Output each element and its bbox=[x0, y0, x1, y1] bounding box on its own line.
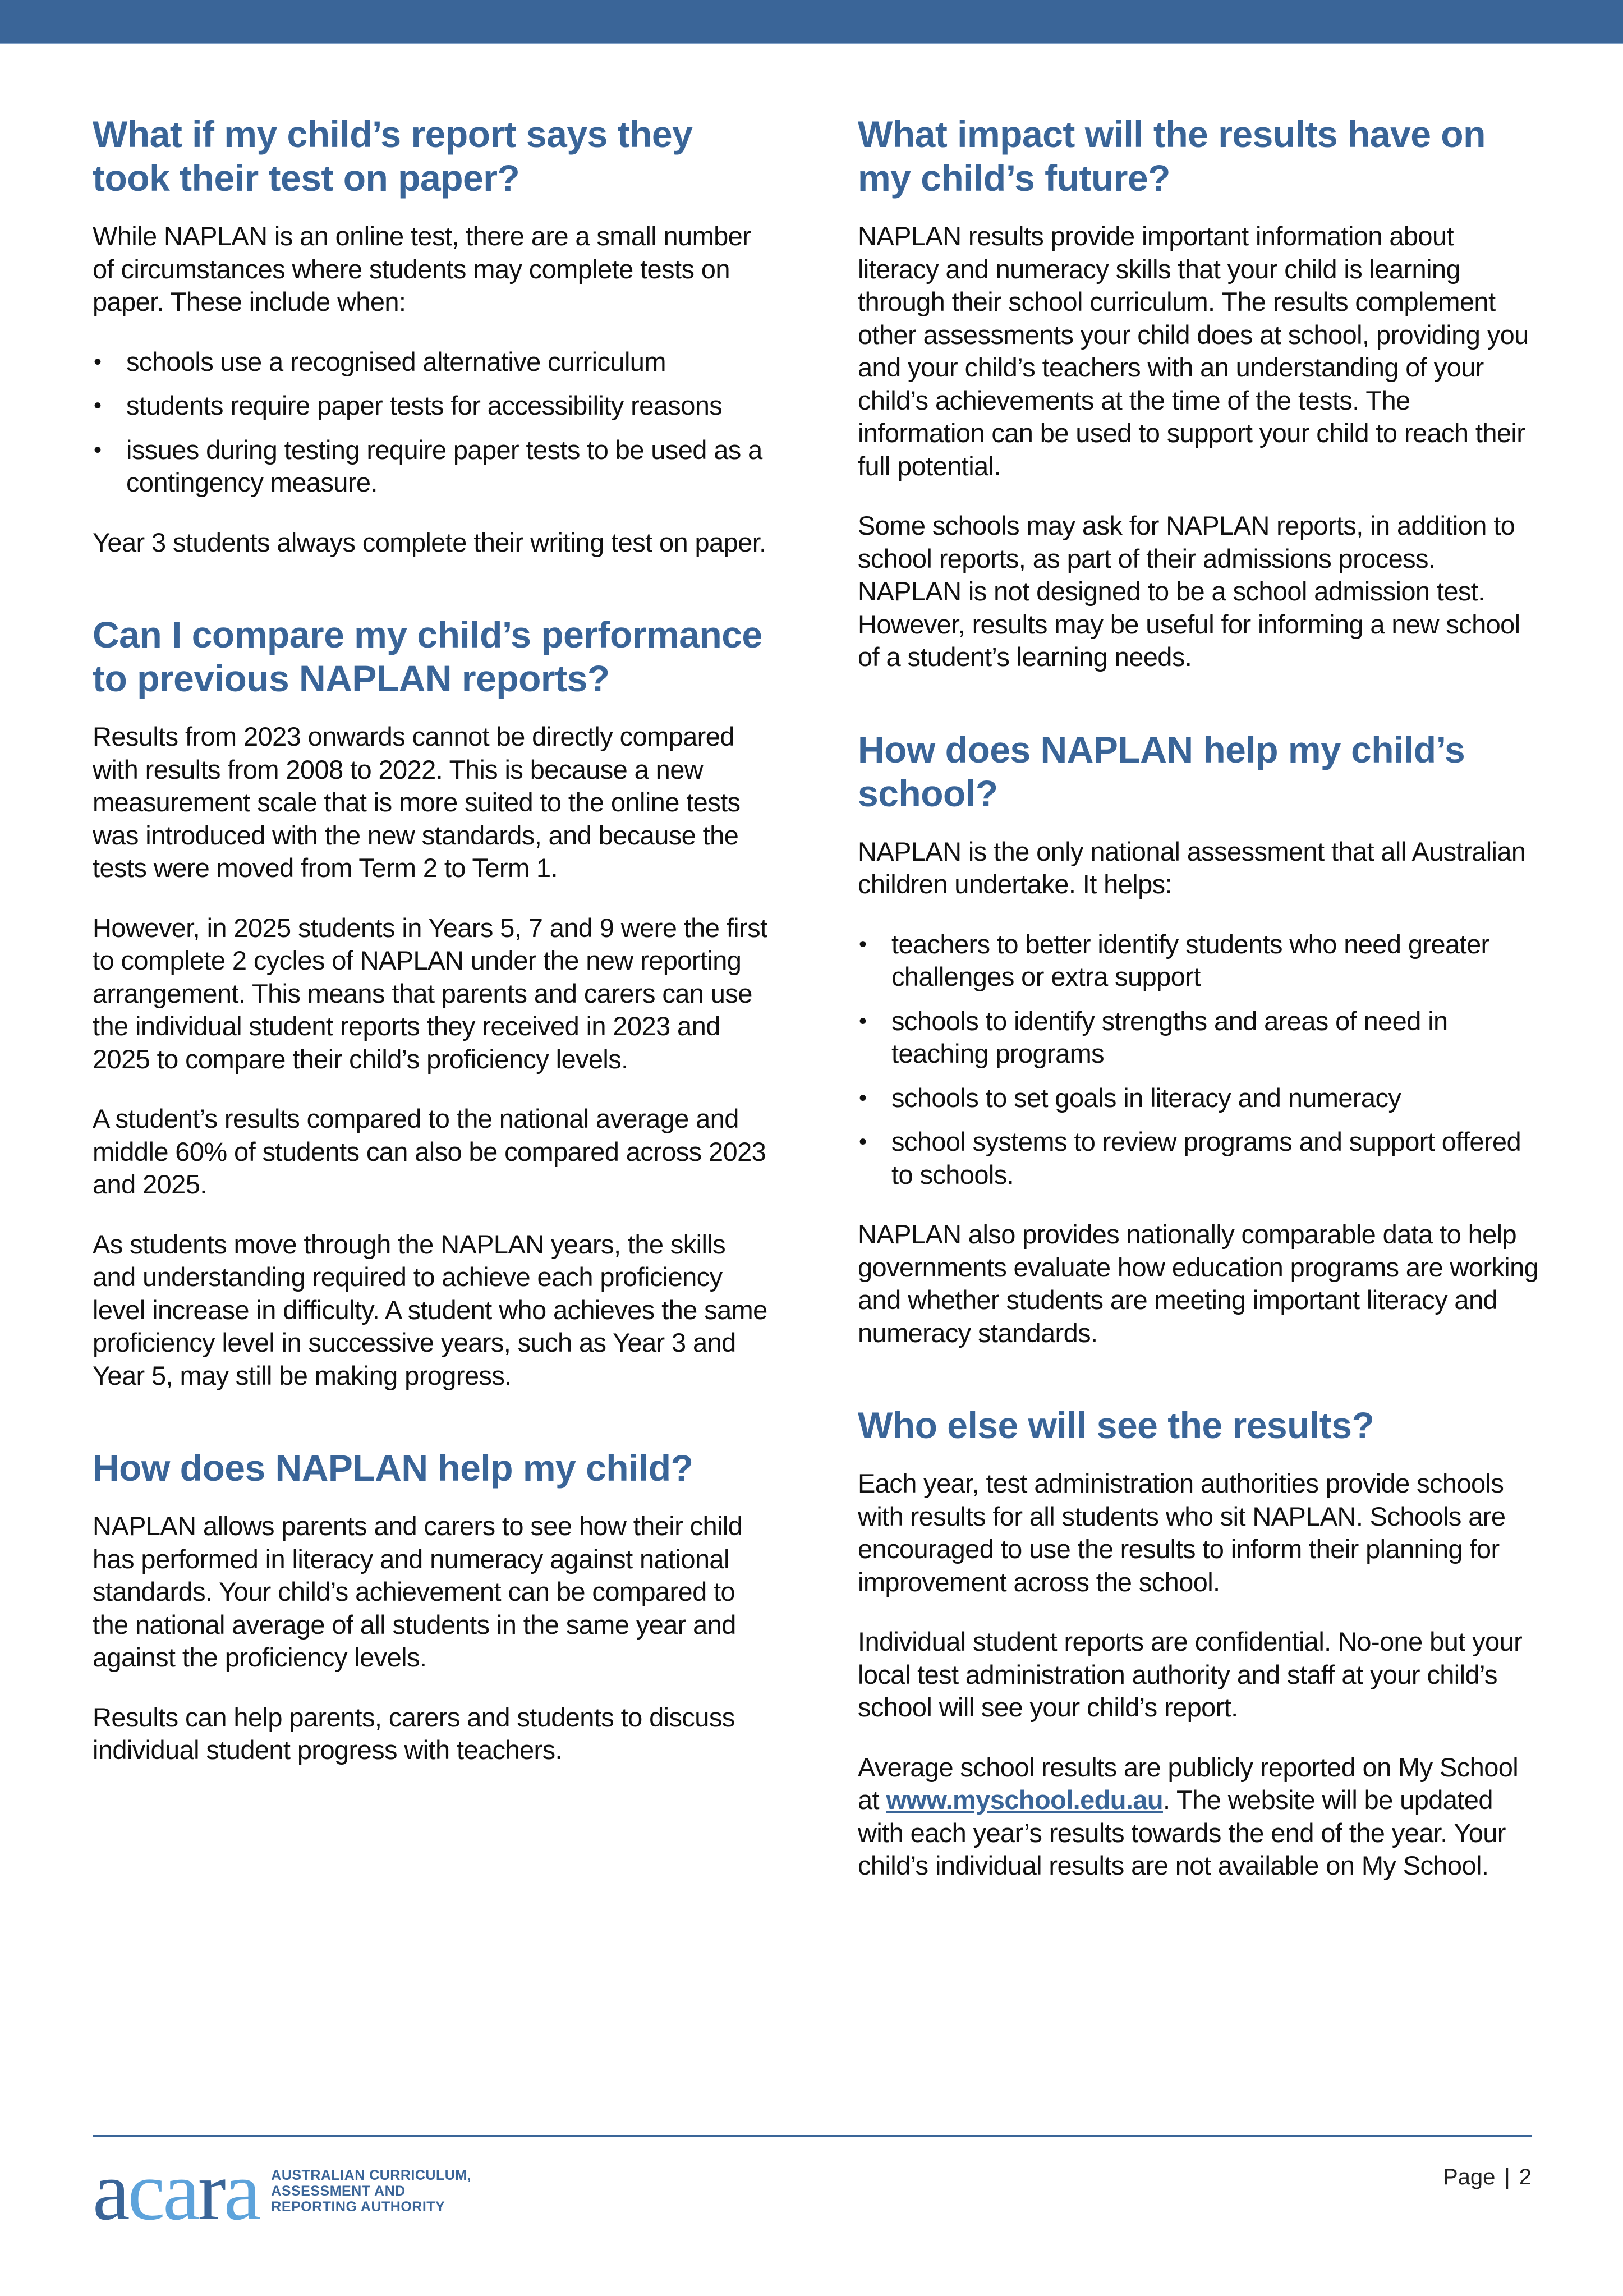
paragraph: Each year, test administration authorities provide schools with results for all students who sit NAPLAN. Schools are encouraged to use the results to inform their planning for improvement across the school. bbox=[858, 1468, 1506, 1597]
section-help-school bbox=[858, 728, 1539, 1350]
paragraph: NAPLAN also provides nationally comparable data to help governments evaluate how education programs are working and whether students are meeting important literacy and numeracy standards. bbox=[858, 1219, 1539, 1348]
paragraph: A student’s results compared to the national average and middle 60% of students can also be compared across 2023 and 2025. bbox=[93, 1104, 766, 1199]
bullet-icon: • bbox=[94, 437, 102, 462]
section-heading: Can I compare my child’s performance to previous NAPLAN reports? bbox=[93, 614, 762, 699]
paragraph: Some schools may ask for NAPLAN reports, in addition to school reports, as part of their admissions process. NAPLAN is not designed to be a school admission test. However, results may be useful for informing a new school of a student’s learning needs. bbox=[858, 511, 1520, 672]
footer-divider bbox=[93, 2135, 1532, 2137]
acara-wordmark: acara bbox=[93, 2145, 259, 2238]
list-item: • schools use a recognised alternative curriculum bbox=[93, 346, 774, 379]
paragraph: Results can help parents, carers and students to discuss individual student progress with teachers. bbox=[93, 1702, 735, 1765]
section-compare-reports bbox=[93, 613, 774, 1392]
paragraph: However, in 2025 students in Years 5, 7 and 9 were the first to complete 2 cycles of NAPLAN under the new reporting arrangement. This means that parents and carers can use the individual student reports they received in 2023 and 2025 to compare their child’s proficiency levels. bbox=[93, 912, 767, 1074]
bullet-icon: • bbox=[859, 1008, 867, 1034]
list-item: • teachers to better identify students who need greater challenges or extra support bbox=[859, 929, 1489, 991]
paragraph: As students move through the NAPLAN years, the skills and understanding required to achieve each proficiency level increase in difficulty. A student who achieves the same proficiency level in successive years, such as Year 3 and Year 5, may still be making progress. bbox=[93, 1229, 767, 1390]
list-item: • schools to set goals in literacy and numeracy bbox=[858, 1082, 1539, 1115]
bullet-icon: • bbox=[859, 1085, 867, 1110]
myschool-link[interactable]: www.myschool.edu.au bbox=[886, 1785, 1163, 1815]
bullet-icon: • bbox=[94, 393, 102, 418]
list-item: • school systems to review programs and support offered to schools. bbox=[859, 1127, 1521, 1190]
bullet-icon: • bbox=[859, 1129, 867, 1154]
bullet-list bbox=[93, 346, 774, 499]
bullet-icon: • bbox=[94, 349, 102, 374]
list-item: • students require paper tests for accessibility reasons bbox=[93, 389, 774, 423]
paragraph: NAPLAN results provide important information about literacy and numeracy skills that your child is learning through their school curriculum. The results complement other assessments your child does at school, providing you and your child’s teachers with an understanding of your child’s achievements at the time of the tests. The information can be used to support your child to reach their full potential. bbox=[858, 221, 1529, 481]
section-heading: What if my child’s report says they took their test on paper? bbox=[93, 113, 693, 199]
paragraph: While NAPLAN is an online test, there are a small number of circumstances where students may complete tests on paper. These include when: bbox=[93, 221, 751, 316]
left-column bbox=[93, 112, 774, 1794]
list-item: • issues during testing require paper tests to be used as a contingency measure. bbox=[94, 434, 762, 497]
bullet-list bbox=[858, 928, 1539, 1192]
page-number: Page | 2 bbox=[1442, 2165, 1532, 2189]
paragraph-myschool: Average school results are publicly reported on My School at www.myschool.edu.au. The website will be updated with each year’s results towards the end of the year. Your child’s individual results are not available on My School. bbox=[858, 1752, 1519, 1880]
header-bar bbox=[0, 0, 1623, 44]
section-heading: Who else will see the results? bbox=[858, 1404, 1374, 1446]
paragraph: NAPLAN allows parents and carers to see how their child has performed in literacy and numeracy against national standards. Your child’s achievement can be compared to the national average of all students in the same year and against the proficiency levels. bbox=[93, 1511, 743, 1672]
bullet-icon: • bbox=[859, 931, 867, 957]
paragraph: NAPLAN is the only national assessment that all Australian children undertake. It helps: bbox=[858, 836, 1526, 899]
section-who-sees-results bbox=[858, 1403, 1539, 1882]
right-column bbox=[858, 112, 1539, 1909]
section-future-impact bbox=[858, 112, 1539, 674]
paragraph: Results from 2023 onwards cannot be directly compared with results from 2008 to 2022. This is because a new measurement scale that is more suited to the online tests was introduced with the new standards, and because the tests were moved from Term 2 to Term 1. bbox=[93, 722, 741, 883]
acara-name: AUSTRALIAN CURRICULUM, ASSESSMENT AND REPORTING AUTHORITY bbox=[271, 2168, 472, 2215]
section-heading: What impact will the results have on my child’s future? bbox=[858, 113, 1486, 199]
list-item: • schools to identify strengths and areas of need in teaching programs bbox=[859, 1005, 1448, 1068]
section-heading: How does NAPLAN help my child? bbox=[93, 1447, 693, 1489]
section-paper-test bbox=[93, 112, 774, 559]
paragraph: Individual student reports are confidential. No-one but your local test administration authority and staff at your child’s school will see your child’s report. bbox=[858, 1627, 1523, 1722]
section-help-child bbox=[93, 1446, 774, 1767]
paragraph: Year 3 students always complete their writing test on paper. bbox=[93, 527, 766, 557]
acara-logo bbox=[93, 2145, 472, 2238]
section-heading: How does NAPLAN help my child’s school? bbox=[858, 728, 1465, 814]
